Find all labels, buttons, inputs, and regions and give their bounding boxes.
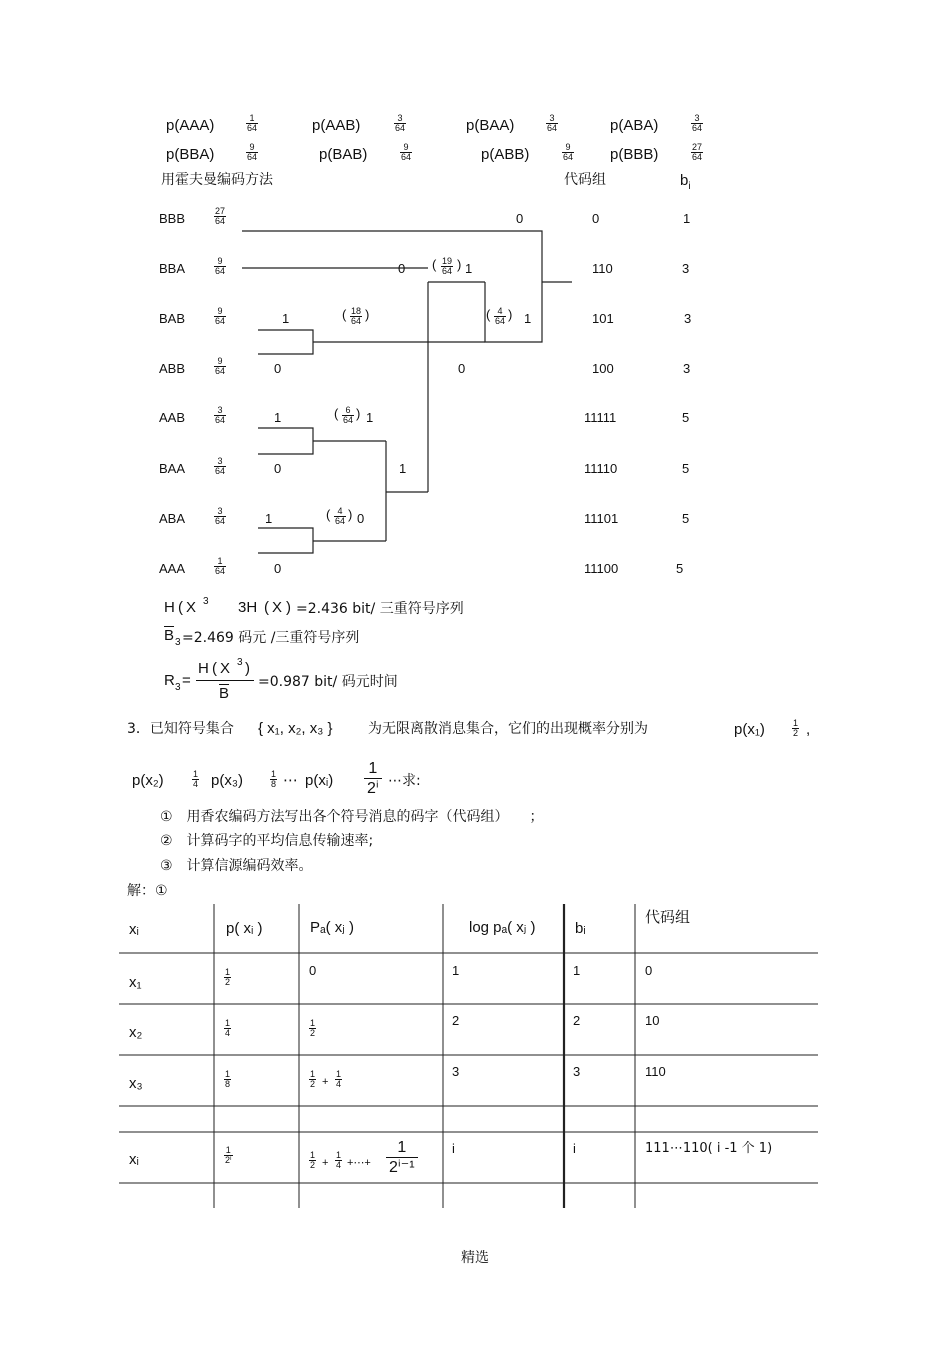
branch-bit: 0 bbox=[516, 211, 524, 226]
solution-label: 解：① bbox=[127, 883, 168, 899]
prob-fraction: $\frac{9}{64}$ bbox=[563, 142, 574, 162]
table-cell: x₂ bbox=[129, 1024, 143, 1041]
branch-bit: 1 bbox=[399, 461, 407, 476]
symbol: ABB bbox=[159, 361, 186, 376]
prob-fraction: $\frac{3}{64}$ bbox=[395, 113, 406, 133]
branch-bit: 0 bbox=[274, 461, 282, 476]
symbol: BBB bbox=[159, 211, 186, 226]
node-value: ( bbox=[432, 257, 437, 272]
prob-fraction: $\frac{1}{64}$ bbox=[247, 113, 258, 133]
table-cell: 111⋯110( i -1 个 1) bbox=[645, 1141, 773, 1156]
prob-label: p(BAA) bbox=[466, 117, 515, 134]
table-cell: $\frac{1}{4}$ bbox=[225, 1018, 231, 1038]
table-cell: xᵢ bbox=[129, 1151, 139, 1168]
node-value: ( bbox=[486, 307, 491, 322]
branch-bit: 1 bbox=[366, 410, 374, 425]
table-cell: 3 bbox=[452, 1064, 460, 1079]
branch-bit: 1 bbox=[274, 410, 282, 425]
prob-label: p(BBA) bbox=[166, 146, 215, 163]
general-prob-fraction: 1 2ⁱ bbox=[364, 759, 382, 798]
table-cell: 0 bbox=[645, 963, 653, 978]
node-fraction: $\frac{6}{64}$ bbox=[343, 405, 354, 425]
symbol: AAB bbox=[159, 410, 186, 425]
branch-bit: 1 bbox=[282, 311, 290, 326]
column-header: log pₐ( xⱼ ) bbox=[469, 919, 536, 936]
prob-label: p(AAA) bbox=[166, 117, 215, 134]
code-length: 3 bbox=[684, 311, 692, 326]
node-value: ) bbox=[508, 307, 513, 322]
prob-fraction: $\frac{3}{64}$ bbox=[547, 113, 558, 133]
table-cell: 110 bbox=[645, 1064, 666, 1079]
code-word: 11101 bbox=[584, 511, 619, 526]
sum-term: $\frac{1}{4}$ bbox=[336, 1150, 342, 1170]
code-length: 1 bbox=[683, 211, 691, 226]
node-fraction: $\frac{4}{64}$ bbox=[495, 306, 506, 326]
prob-fraction: $\frac{27}{64}$ bbox=[692, 142, 703, 162]
table-cell: $\frac{1}{2}$ bbox=[225, 967, 231, 987]
table-cell: i bbox=[452, 1141, 455, 1156]
node-fraction: $\frac{18}{64}$ bbox=[351, 306, 362, 326]
symbol: BAB bbox=[159, 311, 186, 326]
column-header: p( xᵢ ) bbox=[226, 920, 263, 937]
branch-bit: 0 bbox=[274, 361, 282, 376]
table-cell: 0 bbox=[309, 963, 317, 978]
table-cell: 1 bbox=[452, 963, 460, 978]
node-fraction: $\frac{19}{64}$ bbox=[442, 256, 453, 276]
node-value: ) bbox=[348, 507, 353, 522]
table-cell: 2 bbox=[452, 1013, 460, 1028]
table-cell: 3 bbox=[573, 1064, 581, 1079]
prob-fraction: $\frac{3}{64}$ bbox=[692, 113, 703, 133]
code-length: 5 bbox=[676, 561, 684, 576]
page-footer: 精选 bbox=[461, 1250, 489, 1266]
branch-bit: 0 bbox=[274, 561, 282, 576]
sum-term: $\frac{1}{2}$ bbox=[310, 1150, 316, 1170]
code-word: 11111 bbox=[584, 410, 617, 425]
symbol: ABA bbox=[159, 511, 186, 526]
node-value: ( bbox=[326, 507, 331, 522]
sum-term: 1 2ⁱ⁻¹ bbox=[386, 1138, 418, 1177]
length-header: $b_i$ bbox=[680, 172, 691, 192]
rate-value: =0.987 bit/ 码元时间 bbox=[258, 674, 398, 690]
code-word: 11100 bbox=[584, 561, 619, 576]
symbol-prob: $\frac{3}{64}$ bbox=[215, 506, 226, 526]
code-word: 100 bbox=[592, 361, 614, 376]
symbol-prob: $\frac{9}{64}$ bbox=[215, 356, 226, 376]
code-length: 3 bbox=[682, 261, 690, 276]
prob-fraction: $\frac{1}{8}$ bbox=[271, 769, 277, 789]
branch-bit: 1 bbox=[265, 511, 273, 526]
node-value: ( bbox=[334, 406, 339, 421]
prob-label: p(AAB) bbox=[312, 117, 361, 134]
table-cell: 10 bbox=[645, 1013, 660, 1028]
table-cell: x₁ bbox=[129, 974, 142, 991]
prob-label: p(BAB) bbox=[319, 146, 368, 163]
column-header: Pₐ( xⱼ ) bbox=[310, 919, 355, 936]
table-cell: i bbox=[573, 1141, 576, 1156]
code-length: 3 bbox=[683, 361, 691, 376]
code-word: 110 bbox=[592, 261, 613, 276]
symbol-prob: $\frac{9}{64}$ bbox=[215, 306, 226, 326]
code-length: 5 bbox=[682, 461, 690, 476]
node-value: ( bbox=[342, 307, 347, 322]
sum-term: $\frac{1}{2}$ bbox=[310, 1069, 316, 1089]
branch-bit: 1 bbox=[524, 311, 532, 326]
prob-label: p(BBB) bbox=[610, 146, 659, 163]
entropy-value: =2.436 bit/ 三重符号序列 bbox=[296, 601, 464, 617]
table-cell: $\frac{1}{2}$ bbox=[310, 1018, 316, 1038]
node-value: ) bbox=[356, 406, 361, 421]
column-header: 代码组 bbox=[645, 908, 691, 926]
symbol-prob: $\frac{1}{64}$ bbox=[215, 556, 226, 576]
code-word: 0 bbox=[592, 211, 600, 226]
column-header: xᵢ bbox=[129, 921, 139, 938]
table-cell: x₃ bbox=[129, 1075, 143, 1092]
prob-label: p(ABB) bbox=[481, 146, 530, 163]
code-length: 5 bbox=[682, 511, 690, 526]
symbol-prob: $\frac{27}{64}$ bbox=[215, 206, 226, 226]
node-value: ) bbox=[365, 307, 370, 322]
code-word: 11110 bbox=[584, 461, 618, 476]
prob-fraction: $\frac{1}{2}$ bbox=[793, 718, 799, 738]
node-fraction: $\frac{4}{64}$ bbox=[335, 506, 346, 526]
task-item: ③ 计算信源编码效率。 bbox=[160, 858, 313, 874]
code-word: 101 bbox=[592, 311, 614, 326]
branch-bit: 0 bbox=[458, 361, 466, 376]
branch-bit: 1 bbox=[465, 261, 473, 276]
symbol-prob: $\frac{3}{64}$ bbox=[215, 456, 226, 476]
symbol: BBA bbox=[159, 261, 186, 276]
sum-term: $\frac{1}{4}$ bbox=[336, 1069, 342, 1089]
branch-bit: 0 bbox=[357, 511, 365, 526]
symbol: AAA bbox=[159, 561, 186, 576]
prob-fraction: $\frac{9}{64}$ bbox=[247, 142, 258, 162]
code-header: 代码组 bbox=[564, 172, 606, 188]
prob-fraction: $\frac{1}{4}$ bbox=[193, 769, 199, 789]
node-value: ) bbox=[457, 257, 462, 272]
branch-bit: 0 bbox=[398, 261, 406, 276]
code-length: 5 bbox=[682, 410, 690, 425]
column-header: bᵢ bbox=[575, 920, 586, 937]
prob-label: p(ABA) bbox=[610, 117, 659, 134]
table-cell: 2 bbox=[573, 1013, 581, 1028]
huffman-method-label: 用霍夫曼编码方法 bbox=[161, 172, 273, 188]
table-cell: $\frac{1}{8}$ bbox=[225, 1069, 231, 1089]
avg-length-value: =2.469 码元 /三重符号序列 bbox=[182, 630, 360, 646]
table-cell: 1 bbox=[573, 963, 581, 978]
task-item: ② 计算码字的平均信息传输速率; bbox=[160, 833, 374, 849]
table-cell: $\frac{1}{\text{2ⁱ}}$ bbox=[225, 1145, 232, 1165]
symbol-prob: $\frac{3}{64}$ bbox=[215, 405, 226, 425]
task-item: ① 用香农编码方法写出各个符号消息的码字（代码组） ； bbox=[160, 809, 544, 825]
symbol-prob: $\frac{9}{64}$ bbox=[215, 256, 226, 276]
symbol: BAA bbox=[159, 461, 186, 476]
prob-fraction: $\frac{9}{64}$ bbox=[401, 142, 412, 162]
